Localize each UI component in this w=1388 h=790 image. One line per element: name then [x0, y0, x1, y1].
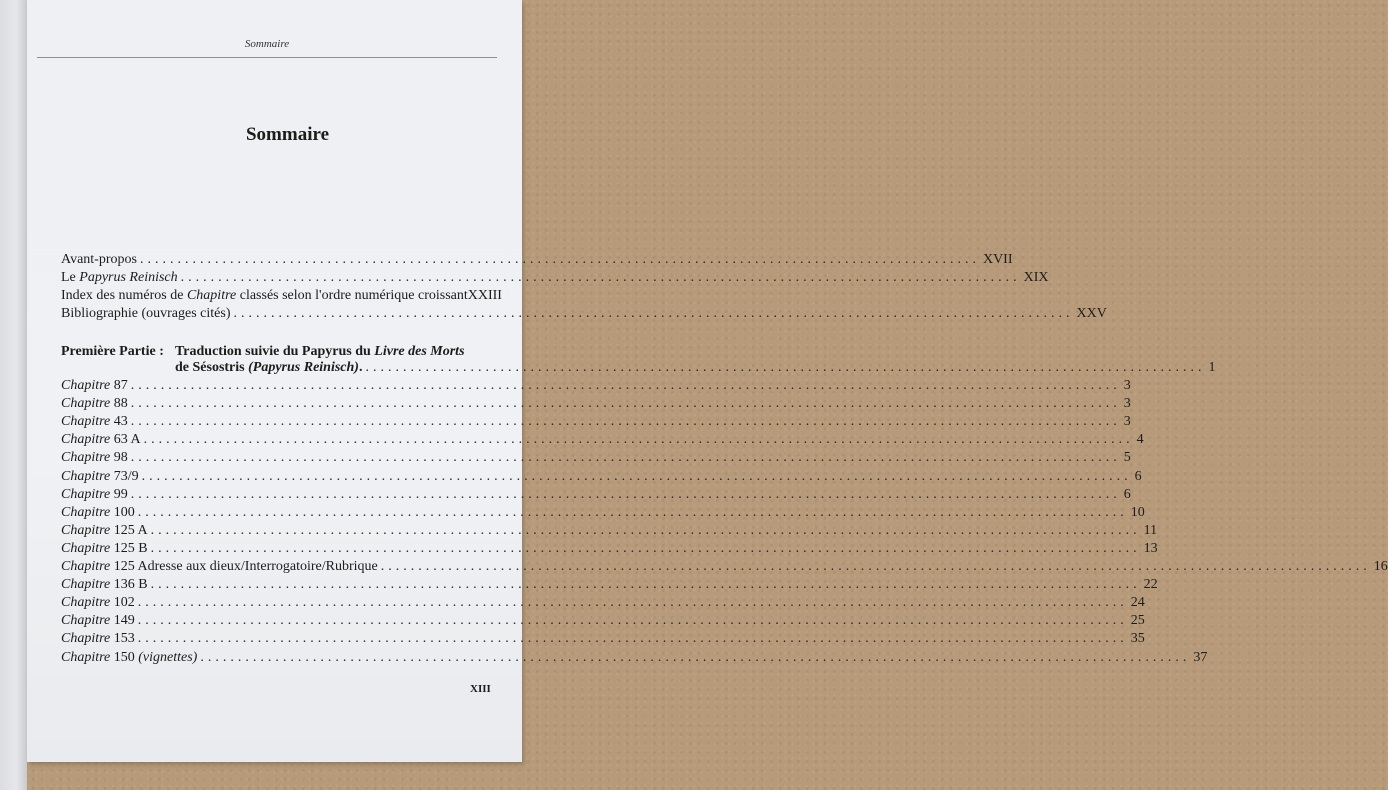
- chapter-word: Chapitre: [61, 378, 111, 393]
- toc-entry-label: [61, 394, 128, 413]
- chapter-number: 99: [110, 486, 128, 502]
- chapter-number: 125: [110, 559, 135, 574]
- header-rule: [37, 57, 497, 58]
- toc-entry-chapter: [61, 412, 1131, 431]
- toc-entry-label: [61, 521, 148, 540]
- toc-entry-label: [61, 467, 139, 486]
- chapter-number: 136 B: [110, 577, 148, 593]
- leader-dots: ....................................................................................................................................: [130, 450, 1121, 466]
- toc-entry-avant-propos: [61, 250, 1013, 269]
- leader-dots: ....................................................................................................................................: [137, 613, 1128, 629]
- leader-dots: ....................................................................................................................................: [150, 522, 1141, 538]
- toc-entry-chapter: [61, 394, 1131, 413]
- toc-page-number: XXV: [1076, 306, 1107, 321]
- toc-entry-label: [61, 286, 468, 305]
- chapter-number: 125 B: [110, 540, 148, 556]
- toc-page-number: XIX: [1023, 270, 1049, 285]
- part-label: Première Partie :: [61, 344, 164, 359]
- toc-page-number: 22: [1143, 577, 1158, 593]
- toc-entry-label: [61, 593, 135, 612]
- chapter-word: Chapitre: [61, 540, 111, 556]
- leader-dots: ....................................................................................................................................: [130, 378, 1121, 393]
- chapter-number: 88: [110, 396, 128, 412]
- chapter-number: 102: [110, 595, 135, 611]
- leader-dots: ....................................................................................................................................: [200, 649, 1191, 665]
- toc-page-number: 1: [1208, 360, 1216, 375]
- chapter-word: Chapitre: [61, 468, 111, 484]
- toc-page-number: 16: [1373, 559, 1388, 574]
- toc-entry-label: [61, 648, 197, 667]
- leader-dots: ................................................................................................................: [233, 306, 1074, 321]
- chapter-number: 63 A: [110, 432, 141, 448]
- toc-page-number: 25: [1130, 613, 1145, 629]
- chapter-word: Chapitre: [61, 486, 111, 502]
- chapter-number: 43: [110, 414, 128, 430]
- leader-dots: ....................................................................................................................................: [130, 486, 1121, 502]
- toc-entry-index: [61, 286, 500, 305]
- toc-entry-chapter: [61, 448, 1131, 467]
- part-title-italic: (Papyrus Reinisch): [248, 360, 359, 375]
- toc-entry-label: [61, 376, 128, 395]
- leader-dots: ....................................................................................................................................: [150, 577, 1141, 593]
- chapter-word: Chapitre: [61, 613, 111, 629]
- toc-page-number: 10: [1130, 504, 1145, 520]
- leader-dots: ....................................................................................................................................: [130, 414, 1121, 430]
- toc-entry-chapter: [61, 376, 1131, 395]
- chapter-number: 149: [110, 613, 135, 629]
- toc-page-number: 13: [1143, 540, 1158, 556]
- chapter-word: Chapitre: [61, 577, 111, 593]
- toc-entry-chapter: [61, 557, 1388, 576]
- toc-entry-chapter: [61, 485, 1131, 504]
- toc-page-number: 3: [1123, 414, 1131, 430]
- chapter-word: Chapitre: [61, 649, 111, 665]
- toc-entry-label: [61, 629, 135, 648]
- chapter-word: Chapitre: [61, 414, 111, 430]
- leader-dots: ....................................................................................................................................: [380, 559, 1371, 574]
- leader-dots: ....................................................................................................................................: [143, 432, 1134, 448]
- toc-entry-label: [61, 485, 128, 504]
- leader-dots: ....................................................................................................................................: [137, 595, 1128, 611]
- leader-dots: ....................................................................................................................................: [137, 631, 1128, 647]
- toc-page-number: 24: [1130, 595, 1145, 611]
- toc-entry-label: [61, 268, 178, 287]
- leader-dots: ....................................................................................................................................: [141, 468, 1132, 484]
- toc-entry-label: [175, 358, 362, 377]
- toc-label-text: Bibliographie (ouvrages cités): [61, 306, 231, 321]
- toc-entry-label: [61, 539, 148, 558]
- toc-entry-chapter: [61, 629, 1145, 648]
- toc-label-italic: Papyrus Reinisch: [79, 270, 178, 285]
- toc-page-number: 11: [1143, 522, 1158, 538]
- chapter-extra-italic: (vignettes): [138, 649, 198, 665]
- part-title-text: Traduction suivie du Papyrus du: [175, 344, 375, 359]
- page-folio: XIII: [470, 683, 491, 695]
- toc-entry-chapter: [61, 539, 1158, 558]
- toc-label-italic: Chapitre: [186, 288, 237, 303]
- toc-entry-chapter: [61, 430, 1144, 449]
- part-title-line2: [175, 358, 1216, 377]
- chapter-number: 73/9: [110, 468, 139, 484]
- toc-entry-label: [61, 430, 141, 449]
- leader-dots: ....................................................................................................................................: [150, 540, 1141, 556]
- toc-label-text: Index des numéros de: [61, 288, 187, 303]
- toc-page-number: 3: [1123, 378, 1131, 393]
- page-title: Sommaire: [245, 124, 330, 145]
- facing-page-edge: [0, 0, 27, 790]
- toc-entry-papyrus-reinisch: [61, 268, 1049, 287]
- running-head: Sommaire: [244, 38, 290, 50]
- toc-entry-chapter: [61, 575, 1158, 594]
- toc-page-number: 5: [1123, 450, 1131, 466]
- toc-entry-label: [61, 557, 378, 576]
- chapter-number: 153: [110, 631, 135, 647]
- toc-page-number: 6: [1134, 468, 1142, 484]
- toc-page-number: 3: [1123, 396, 1131, 412]
- toc-entry-label: [61, 250, 137, 269]
- chapter-number: 98: [110, 450, 128, 466]
- chapter-extra: Adresse aux dieux/Interrogatoire/Rubrique: [134, 559, 378, 574]
- chapter-word: Chapitre: [61, 559, 111, 574]
- part-title-italic: Livre des Morts: [374, 344, 465, 359]
- leader-dots: ................................................................................................................: [180, 270, 1021, 285]
- toc-entry-label: [61, 448, 128, 467]
- leader-dots: ....................................................................................................................................: [130, 396, 1121, 412]
- toc-label-text: classés selon l'ordre numérique croissant: [236, 288, 468, 303]
- toc-entry-chapter: [61, 648, 1208, 667]
- toc-label-text: Le: [61, 270, 80, 285]
- toc-entry-label: [61, 304, 231, 323]
- chapter-number: 87: [110, 378, 128, 393]
- toc-entry-chapter: [61, 593, 1145, 612]
- toc-entry-bibliographie: [61, 304, 1107, 323]
- toc-entry-chapter: [61, 611, 1145, 630]
- toc-page-number: 4: [1136, 432, 1144, 448]
- toc-label-text: Avant-propos: [61, 252, 137, 267]
- toc-page-number: 35: [1130, 631, 1145, 647]
- part-title-text: de Sésostris: [175, 360, 249, 375]
- leader-dots: ................................................................................................................: [139, 252, 980, 267]
- toc-entry-label: [61, 575, 148, 594]
- chapter-word: Chapitre: [61, 631, 111, 647]
- leader-dots: ................................................................................................................: [365, 360, 1206, 375]
- toc-page-number: 37: [1193, 649, 1208, 665]
- chapter-number: 100: [110, 504, 135, 520]
- toc-entry-label: [61, 611, 135, 630]
- toc-entry-chapter: [61, 503, 1145, 522]
- toc-page-number: XVII: [982, 252, 1013, 267]
- toc-entry-chapter: [61, 467, 1142, 486]
- toc-page-number: XXIII: [467, 288, 502, 303]
- part-title-text: .: [358, 360, 363, 375]
- chapter-number: 125 A: [110, 522, 148, 538]
- chapter-word: Chapitre: [61, 432, 111, 448]
- toc-page-number: 6: [1123, 486, 1131, 502]
- toc-entry-label: [61, 412, 128, 431]
- chapter-word: Chapitre: [61, 450, 111, 466]
- toc-entry-label: [61, 503, 135, 522]
- chapter-word: Chapitre: [61, 595, 111, 611]
- leader-dots: ....................................................................................................................................: [137, 504, 1128, 520]
- chapter-word: Chapitre: [61, 522, 111, 538]
- chapter-word: Chapitre: [61, 396, 111, 412]
- chapter-number: 150: [110, 649, 135, 665]
- toc-entry-chapter: [61, 521, 1158, 540]
- chapter-word: Chapitre: [61, 504, 111, 520]
